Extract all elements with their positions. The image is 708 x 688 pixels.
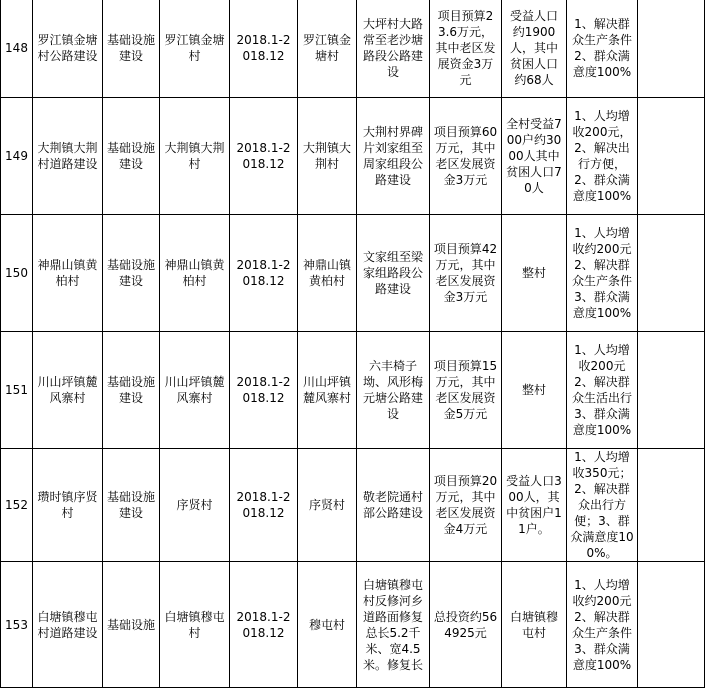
cell-blank	[638, 215, 705, 332]
cell-funds	[430, 98, 502, 215]
cell-project	[33, 449, 103, 562]
row-number: 153	[5, 617, 28, 632]
expected-impact: 1、人均增收约200元2、解决群众生产条件3、群众满意度100%	[571, 577, 632, 672]
expected-impact: 1、人均增收200元2、解决群众生活出行3、群众满意度100%	[571, 343, 632, 437]
project-location: 罗江镇金塘村	[164, 33, 225, 63]
cell-beneficiaries	[502, 0, 567, 98]
cell-beneficiaries	[502, 562, 567, 688]
cell-project	[33, 562, 103, 688]
cell-period	[230, 332, 298, 449]
table-row	[1, 449, 705, 562]
cell-location	[160, 98, 230, 215]
cell-beneficiaries	[502, 215, 567, 332]
cell-period	[230, 562, 298, 688]
cell-period	[230, 98, 298, 215]
cell-no	[1, 215, 33, 332]
cell-blank	[638, 562, 705, 688]
cell-funds	[430, 449, 502, 562]
project-location: 白塘镇穆屯村	[164, 609, 225, 640]
cell-content	[357, 562, 430, 688]
cell-impact	[567, 0, 638, 98]
construction-content: 文家组至梁家组路段公路建设	[362, 250, 423, 296]
project-period: 2018.1-2018.12	[236, 375, 291, 405]
table-row	[1, 215, 705, 332]
cell-type	[103, 562, 160, 688]
cell-location	[160, 562, 230, 688]
cell-type	[103, 449, 160, 562]
implementing-unit: 神鼎山镇黄柏村	[302, 258, 351, 288]
beneficiaries: 受益人口约1900人，其中贫困人口约68人	[509, 9, 558, 87]
beneficiaries: 整村	[521, 383, 546, 397]
cell-period	[230, 449, 298, 562]
expected-impact: 1、解决群众生产条件2、群众满意度100%	[571, 17, 632, 79]
cell-impact	[567, 332, 638, 449]
construction-content: 大坪村大路常至老沙塘路段公路建设	[362, 17, 423, 79]
funding: 项目预算42万元，其中老区发展资金3万元	[433, 242, 498, 304]
cell-beneficiaries	[502, 332, 567, 449]
project-type: 基础设施	[106, 617, 155, 632]
row-number: 152	[5, 498, 28, 512]
cell-location	[160, 0, 230, 98]
table-row	[1, 562, 705, 688]
cell-no	[1, 332, 33, 449]
row-number: 148	[5, 41, 28, 55]
row-number: 151	[5, 383, 28, 397]
cell-unit	[298, 562, 357, 688]
project-location: 川山坪镇麓风寨村	[164, 375, 225, 405]
cell-unit	[298, 98, 357, 215]
construction-content: 白塘镇穆屯村反修河乡道路面修复总长5.2千米、宽4.5米。修复长	[362, 577, 423, 672]
implementing-unit: 穆屯村	[308, 617, 345, 632]
cell-unit	[298, 332, 357, 449]
cell-unit	[298, 449, 357, 562]
cell-blank	[638, 332, 705, 449]
project-location: 神鼎山镇黄柏村	[164, 258, 225, 288]
table-row	[1, 0, 705, 98]
project-name: 白塘镇穆屯村道路建设	[37, 609, 98, 640]
cell-content	[357, 215, 430, 332]
cell-type	[103, 0, 160, 98]
cell-blank	[638, 449, 705, 562]
cell-period	[230, 0, 298, 98]
project-location: 序贤村	[176, 498, 213, 512]
implementing-unit: 序贤村	[308, 498, 345, 512]
cell-location	[160, 449, 230, 562]
beneficiaries: 整村	[521, 266, 546, 280]
project-type: 基础设施建设	[106, 258, 155, 288]
cell-beneficiaries	[502, 449, 567, 562]
cell-no	[1, 449, 33, 562]
cell-impact	[567, 98, 638, 215]
cell-unit	[298, 0, 357, 98]
expected-impact: 1、人均增收200元，2、解决出行方便，2、群众满意度100%	[572, 109, 632, 203]
cell-funds	[430, 332, 502, 449]
beneficiaries: 白塘镇穆屯村	[509, 609, 558, 640]
project-period: 2018.1-2018.12	[236, 609, 291, 640]
cell-project	[33, 215, 103, 332]
funding: 项目预算60万元，其中老区发展资金3万元	[433, 125, 498, 187]
cell-type	[103, 215, 160, 332]
construction-content: 大荆村界碑片刘家组至周家组段公路建设	[362, 125, 423, 187]
project-type: 基础设施建设	[106, 141, 155, 171]
construction-content: 敬老院通村部公路建设	[362, 490, 423, 520]
project-period: 2018.1-2018.12	[236, 33, 291, 63]
cell-no	[1, 0, 33, 98]
cell-funds	[430, 215, 502, 332]
cell-content	[357, 98, 430, 215]
cell-no	[1, 562, 33, 688]
funding: 总投资约564925元	[433, 609, 498, 640]
project-type: 基础设施建设	[106, 490, 155, 520]
cell-funds	[430, 0, 502, 98]
project-name: 瓒时镇序贤村	[37, 490, 98, 520]
cell-blank	[638, 98, 705, 215]
cell-impact	[567, 562, 638, 688]
cell-project	[33, 98, 103, 215]
table-row	[1, 332, 705, 449]
cell-project	[33, 332, 103, 449]
construction-content: 六丰椅子坳、风形梅元塘公路建设	[362, 359, 423, 421]
cell-location	[160, 215, 230, 332]
beneficiaries: 受益人口300人，其中贫困户11户。	[506, 474, 562, 536]
project-period: 2018.1-2018.12	[236, 490, 291, 520]
beneficiaries: 全村受益700户约3000人其中贫困人口70人	[506, 117, 562, 195]
cell-type	[103, 332, 160, 449]
project-name: 罗江镇金塘村公路建设	[37, 33, 98, 63]
funding: 项目预算20万元，其中老区发展资金4万元	[433, 474, 498, 536]
cell-content	[357, 0, 430, 98]
cell-beneficiaries	[502, 98, 567, 215]
cell-content	[357, 449, 430, 562]
cell-period	[230, 215, 298, 332]
cell-funds	[430, 562, 502, 688]
expected-impact: 1、人均增收约200元2、解决群众生产条件3、群众满意度100%	[571, 226, 632, 320]
table-row	[1, 98, 705, 215]
cell-unit	[298, 215, 357, 332]
project-location: 大荆镇大荆村	[164, 141, 225, 171]
project-name: 神鼎山镇黄柏村	[37, 258, 98, 288]
funding: 项目预算23.6万元，其中老区发展资金3万元	[435, 9, 496, 87]
project-name: 川山坪镇麓风寨村	[37, 375, 98, 405]
cell-location	[160, 332, 230, 449]
project-period: 2018.1-2018.12	[236, 258, 291, 288]
cell-no	[1, 98, 33, 215]
cell-content	[357, 332, 430, 449]
expected-impact: 1、人均增收350元；2、解决群众出行方便；3、群众满意度100%。	[570, 450, 634, 560]
implementing-unit: 大荆镇大荆村	[302, 141, 351, 171]
implementing-unit: 川山坪镇麓风寨村	[302, 375, 351, 405]
project-type: 基础设施建设	[106, 375, 155, 405]
funding: 项目预算15万元，其中老区发展资金5万元	[433, 359, 498, 421]
project-period: 2018.1-2018.12	[236, 141, 291, 171]
project-type: 基础设施建设	[106, 33, 155, 63]
cell-blank	[638, 0, 705, 98]
cell-impact	[567, 449, 638, 562]
row-number: 149	[5, 149, 28, 163]
project-name: 大荆镇大荆村道路建设	[37, 141, 98, 171]
cell-impact	[567, 215, 638, 332]
implementing-unit: 罗江镇金塘村	[302, 33, 351, 63]
cell-project	[33, 0, 103, 98]
row-number: 150	[5, 266, 28, 280]
cell-type	[103, 98, 160, 215]
